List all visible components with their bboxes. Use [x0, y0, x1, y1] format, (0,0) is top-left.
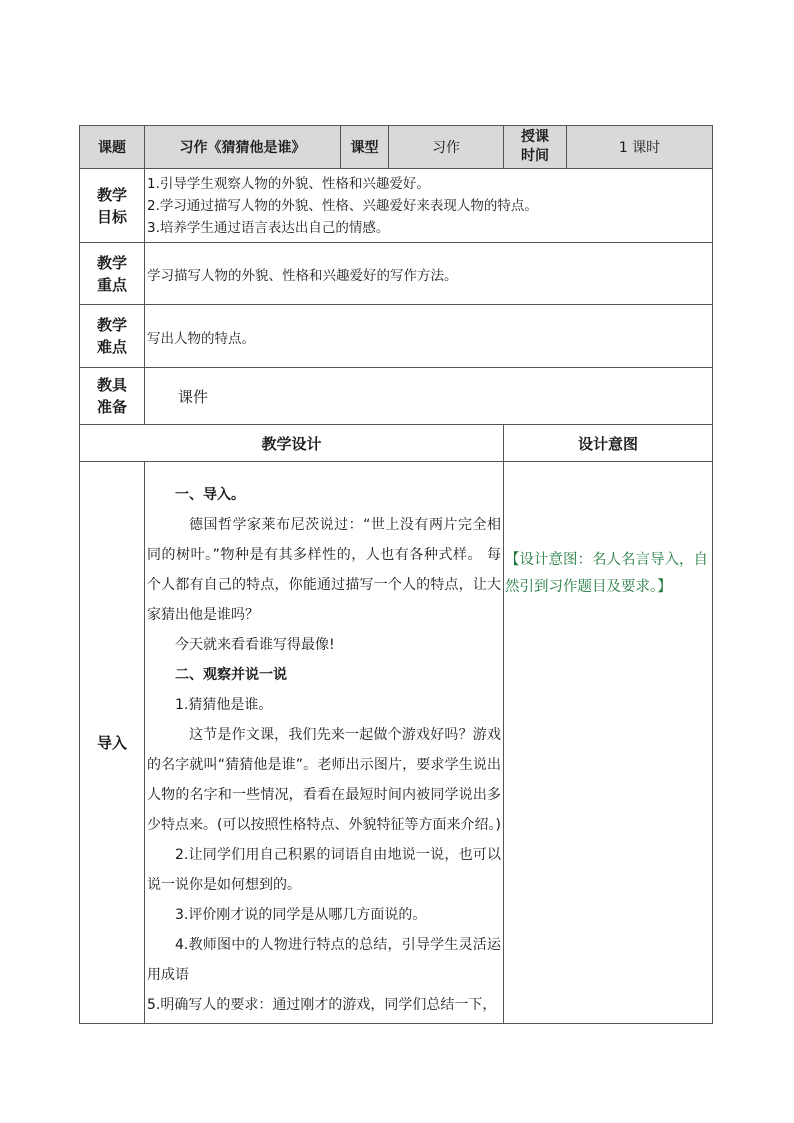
intent-content: 【设计意图：名人名言导入，自然引到习作题目及要求。】 — [504, 462, 713, 1024]
difficulty-label — [80, 305, 145, 368]
materials-label-line-2: 准备 — [96, 398, 127, 416]
difficulty-label-line-2: 难点 — [96, 338, 127, 356]
materials-content: 课件 — [145, 368, 713, 425]
intro-section-label: 导入 — [80, 462, 145, 1024]
focus-label-line-2: 重点 — [96, 275, 127, 294]
materials-label-line-1: 教具 — [96, 376, 127, 394]
hours-label-line-1: 授课 — [521, 129, 549, 145]
paragraph-heading: 二、观察并说一说 — [175, 667, 287, 683]
materials-label — [80, 368, 145, 425]
difficulty-row — [80, 305, 713, 368]
paragraph: 5.明确写人的要求：通过刚才的游戏，同学们总结一下， — [147, 997, 497, 1013]
hours-label — [504, 126, 567, 169]
paragraph: 4.教师图中的人物进行特点的总结，引导学生灵活运用成语 — [147, 937, 501, 983]
objectives-label-line-1: 教学 — [96, 185, 127, 204]
topic-label: 课题 — [80, 126, 145, 169]
objectives-content — [145, 169, 713, 243]
paragraph: 3.评价刚才说的同学是从哪几方面说的。 — [175, 907, 427, 923]
design-body-row — [80, 462, 713, 1024]
materials-row — [80, 368, 713, 425]
focus-content: 学习描写人物的外貌、性格和兴趣爱好的写作方法。 — [145, 243, 713, 305]
objectives-label-line-2: 目标 — [96, 207, 127, 226]
difficulty-label-line-1: 教学 — [96, 316, 127, 334]
topic-value: 习作《猜猜他是谁》 — [145, 126, 341, 169]
objective-item: 2.学习通过描写人物的外貌、性格、兴趣爱好来表现人物的特点。 — [147, 197, 538, 214]
design-header: 教学设计 — [80, 425, 504, 462]
design-content — [145, 462, 504, 1024]
paragraph: 今天就来看看谁写得最像! — [175, 637, 335, 653]
paragraph: 1.猜猜他是谁。 — [175, 697, 273, 713]
paragraph: 德国哲学家莱布尼茨说过：“世上没有两片完全相同的树叶。”物种是有其多样性的，人也有各种式样。 每个人都有自己的特点，你能通过描写一个人的特点，让大家猜出他是谁吗？ — [147, 517, 501, 623]
header-row — [80, 126, 713, 169]
difficulty-content: 写出人物的特点。 — [145, 305, 713, 368]
paragraph: 这节是作文课，我们先来一起做个游戏好吗？游戏的名字就叫“猜猜他是谁”。老师出示图片，要求学生说出人物的名字和一些情况，看看在最短时间内被同学说出多少特点来。(可以按照性格特点、外貌特征等方面来介绍。) — [147, 727, 501, 833]
hours-label-line-2: 时间 — [521, 148, 549, 164]
objectives-row — [80, 169, 713, 243]
objective-item: 1.引导学生观察人物的外貌、性格和兴趣爱好。 — [147, 175, 430, 192]
focus-row — [80, 243, 713, 305]
paragraph-heading: 一、导入。 — [175, 487, 245, 503]
paragraph: 2.让同学们用自己积累的词语自由地说一说，也可以说一说你是如何想到的。 — [147, 847, 501, 893]
focus-label-line-1: 教学 — [96, 253, 127, 272]
type-label: 课型 — [341, 126, 389, 169]
design-header-row — [80, 425, 713, 462]
type-value: 习作 — [389, 126, 504, 169]
objectives-label — [80, 169, 145, 243]
intent-header: 设计意图 — [504, 425, 713, 462]
objective-item: 3.培养学生通过语言表达出自己的情感。 — [147, 219, 390, 236]
focus-label — [80, 243, 145, 305]
hours-value: 1 课时 — [567, 126, 713, 169]
lesson-plan-table — [79, 125, 713, 1024]
